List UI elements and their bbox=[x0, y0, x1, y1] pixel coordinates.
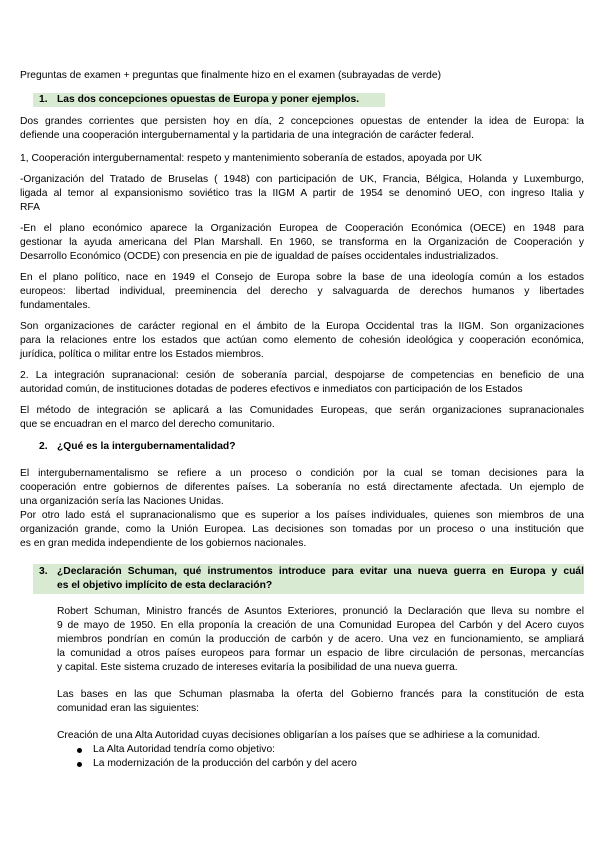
question-2-heading bbox=[33, 440, 333, 454]
q3-p1-line-4: la comunidad a otros países europeos para formar un espacio de libre circulación de personas, mercancías bbox=[57, 648, 584, 659]
q2-p1-line-3: una organización sería las Naciones Unidas. bbox=[20, 496, 224, 507]
intro-line: Preguntas de examen + preguntas que finalmente hizo en el examen (subrayadas de verde) bbox=[20, 70, 442, 81]
q2-p1-line-6: es en gran medida independiente de los gobiernos nacionales. bbox=[20, 538, 307, 549]
question-3-title-line-1: ¿Declaración Schuman, qué instrumentos introduce para evitar una nueva guerra en Europa y cuál bbox=[57, 566, 584, 577]
q1-p7-line-2: autoridad común, de instituciones dotadas de poderes efectivos e inmediatos con participación de los Estados bbox=[20, 384, 523, 395]
question-1-heading bbox=[33, 93, 385, 107]
bullet-dot bbox=[77, 748, 82, 753]
question-1-number: 1. bbox=[39, 94, 48, 105]
q1-p5-line-2: europeos: libertad individual, preeminencia del derecho y salvaguarda de derechos humanos y libertades bbox=[20, 286, 584, 297]
question-3-number: 3. bbox=[39, 566, 48, 577]
q1-p2: 1, Cooperación intergubernamental: respeto y mantenimiento soberanía de estados, apoyada por UK bbox=[20, 153, 482, 164]
question-2-title: ¿Qué es la intergubernamentalidad? bbox=[57, 441, 236, 452]
q3-bullet-1: La Alta Autoridad tendría como objetivo: bbox=[93, 744, 276, 755]
q1-p8-line-2: que se encuadran en el marco del derecho comunitario. bbox=[20, 419, 275, 430]
q3-p2-line-2: comunidad eran las siguientes: bbox=[57, 703, 199, 714]
bullet-dot bbox=[77, 762, 82, 767]
q3-p1-line-5: y capital. Este sistema cruzado de intereses evitaría la posibilidad de una nueva guerra. bbox=[57, 662, 458, 673]
q3-bullet-2: La modernización de la producción del carbón y del acero bbox=[93, 758, 357, 769]
q1-p3-line-2: ligada al temor al expansionismo soviético tras la IIGM A partir de 1954 se denominó UEO, con ingreso Italia y bbox=[20, 188, 584, 199]
q1-p6-line-3: jurídica, política o militar entre los Estados miembros. bbox=[20, 349, 264, 360]
q1-p1-line-1: Dos grandes corrientes que persisten hoy en día, 2 concepciones opuestas de entender la idea de Europa: la bbox=[20, 116, 584, 127]
q3-p3: Creación de una Alta Autoridad cuyas decisiones obligarían a los países que se adhiriese a la comunidad. bbox=[57, 730, 541, 741]
question-3-title-line-2: es el objetivo implícito de esta declaración? bbox=[57, 580, 273, 591]
q2-p1-line-4: Por otro lado está el supranacionalismo que es superior a los países individuales, quienes son miembros de una bbox=[20, 510, 584, 521]
q1-p1-line-2: defiende una cooperación intergubernamental y la partidaria de una integración de carácter federal. bbox=[20, 130, 474, 141]
q1-p6-line-1: Son organizaciones de carácter regional en el ámbito de la Europa Occidental tras la IIGM. Son organizaciones bbox=[20, 321, 584, 332]
q2-p1-line-5: organización grande, como la Unión Europea. Las decisiones son tomadas por un proceso o una institución que bbox=[20, 524, 584, 535]
q3-p2-line-1: Las bases en las que Schuman plasmaba la oferta del Gobierno francés para la constitución de esta bbox=[57, 689, 584, 700]
q3-p1-line-2: 9 de mayo de 1950. En ella proponía la creación de una Comunidad Europea del Carbón y del Acero cuyos bbox=[57, 620, 584, 631]
q1-p5-line-3: fundamentales. bbox=[20, 300, 91, 311]
q3-p1-line-1: Robert Schuman, Ministro francés de Asuntos Exteriores, pronunció la Declaración que lleva su nombre el bbox=[57, 606, 584, 617]
q2-p1-line-2: cooperación entre gobiernos de diferentes países. La soberanía no está directamente afectada. Un ejemplo de bbox=[20, 482, 584, 493]
q1-p7-line-1: 2. La integración supranacional: cesión de soberanía parcial, despojarse de competencias en beneficio de una bbox=[20, 370, 584, 381]
q2-p1-line-1: El intergubernamentalismo se refiere a un proceso o condición por la cual se toman decisiones para la bbox=[20, 468, 584, 479]
q1-p3-line-1: -Organización del Tratado de Bruselas ( 1948) con participación de UK, Francia, Bélgica, Holanda y Luxemburgo, bbox=[20, 174, 584, 185]
q3-p1-line-3: miembros pondrían en común la producción de carbón y de acero. Una vez en funcionamiento, se ampliará bbox=[57, 634, 584, 645]
question-1-title: Las dos concepciones opuestas de Europa y poner ejemplos. bbox=[57, 94, 360, 105]
q1-p3-line-3: RFA bbox=[20, 202, 41, 213]
q1-p4-line-3: Desarrollo Económico (OCDE) con presencia en pie de igualdad de países occidentales industrializados. bbox=[20, 251, 499, 262]
question-2-number: 2. bbox=[39, 441, 48, 452]
q1-p4-line-1: -En el plano económico aparece la Organización Europea de Cooperación Económica (OECE) en 1948 para bbox=[20, 223, 584, 234]
question-3-heading bbox=[33, 564, 584, 594]
q1-p8-line-1: El método de integración se aplicará a las Comunidades Europeas, que serán organizaciones supranacionales bbox=[20, 405, 584, 416]
q1-p5-line-1: En el plano político, nace en 1949 el Consejo de Europa sobre la base de una ideología común a los estados bbox=[20, 272, 584, 283]
q1-p4-line-2: gestionar la ayuda americana del Plan Marshall. En 1960, se transforma en la Organización de Cooperación y bbox=[20, 237, 584, 248]
q1-p6-line-2: para la relaciones entre los estados que actúan como elemento de cohesión ideológica y cooperación económica, bbox=[20, 335, 584, 346]
